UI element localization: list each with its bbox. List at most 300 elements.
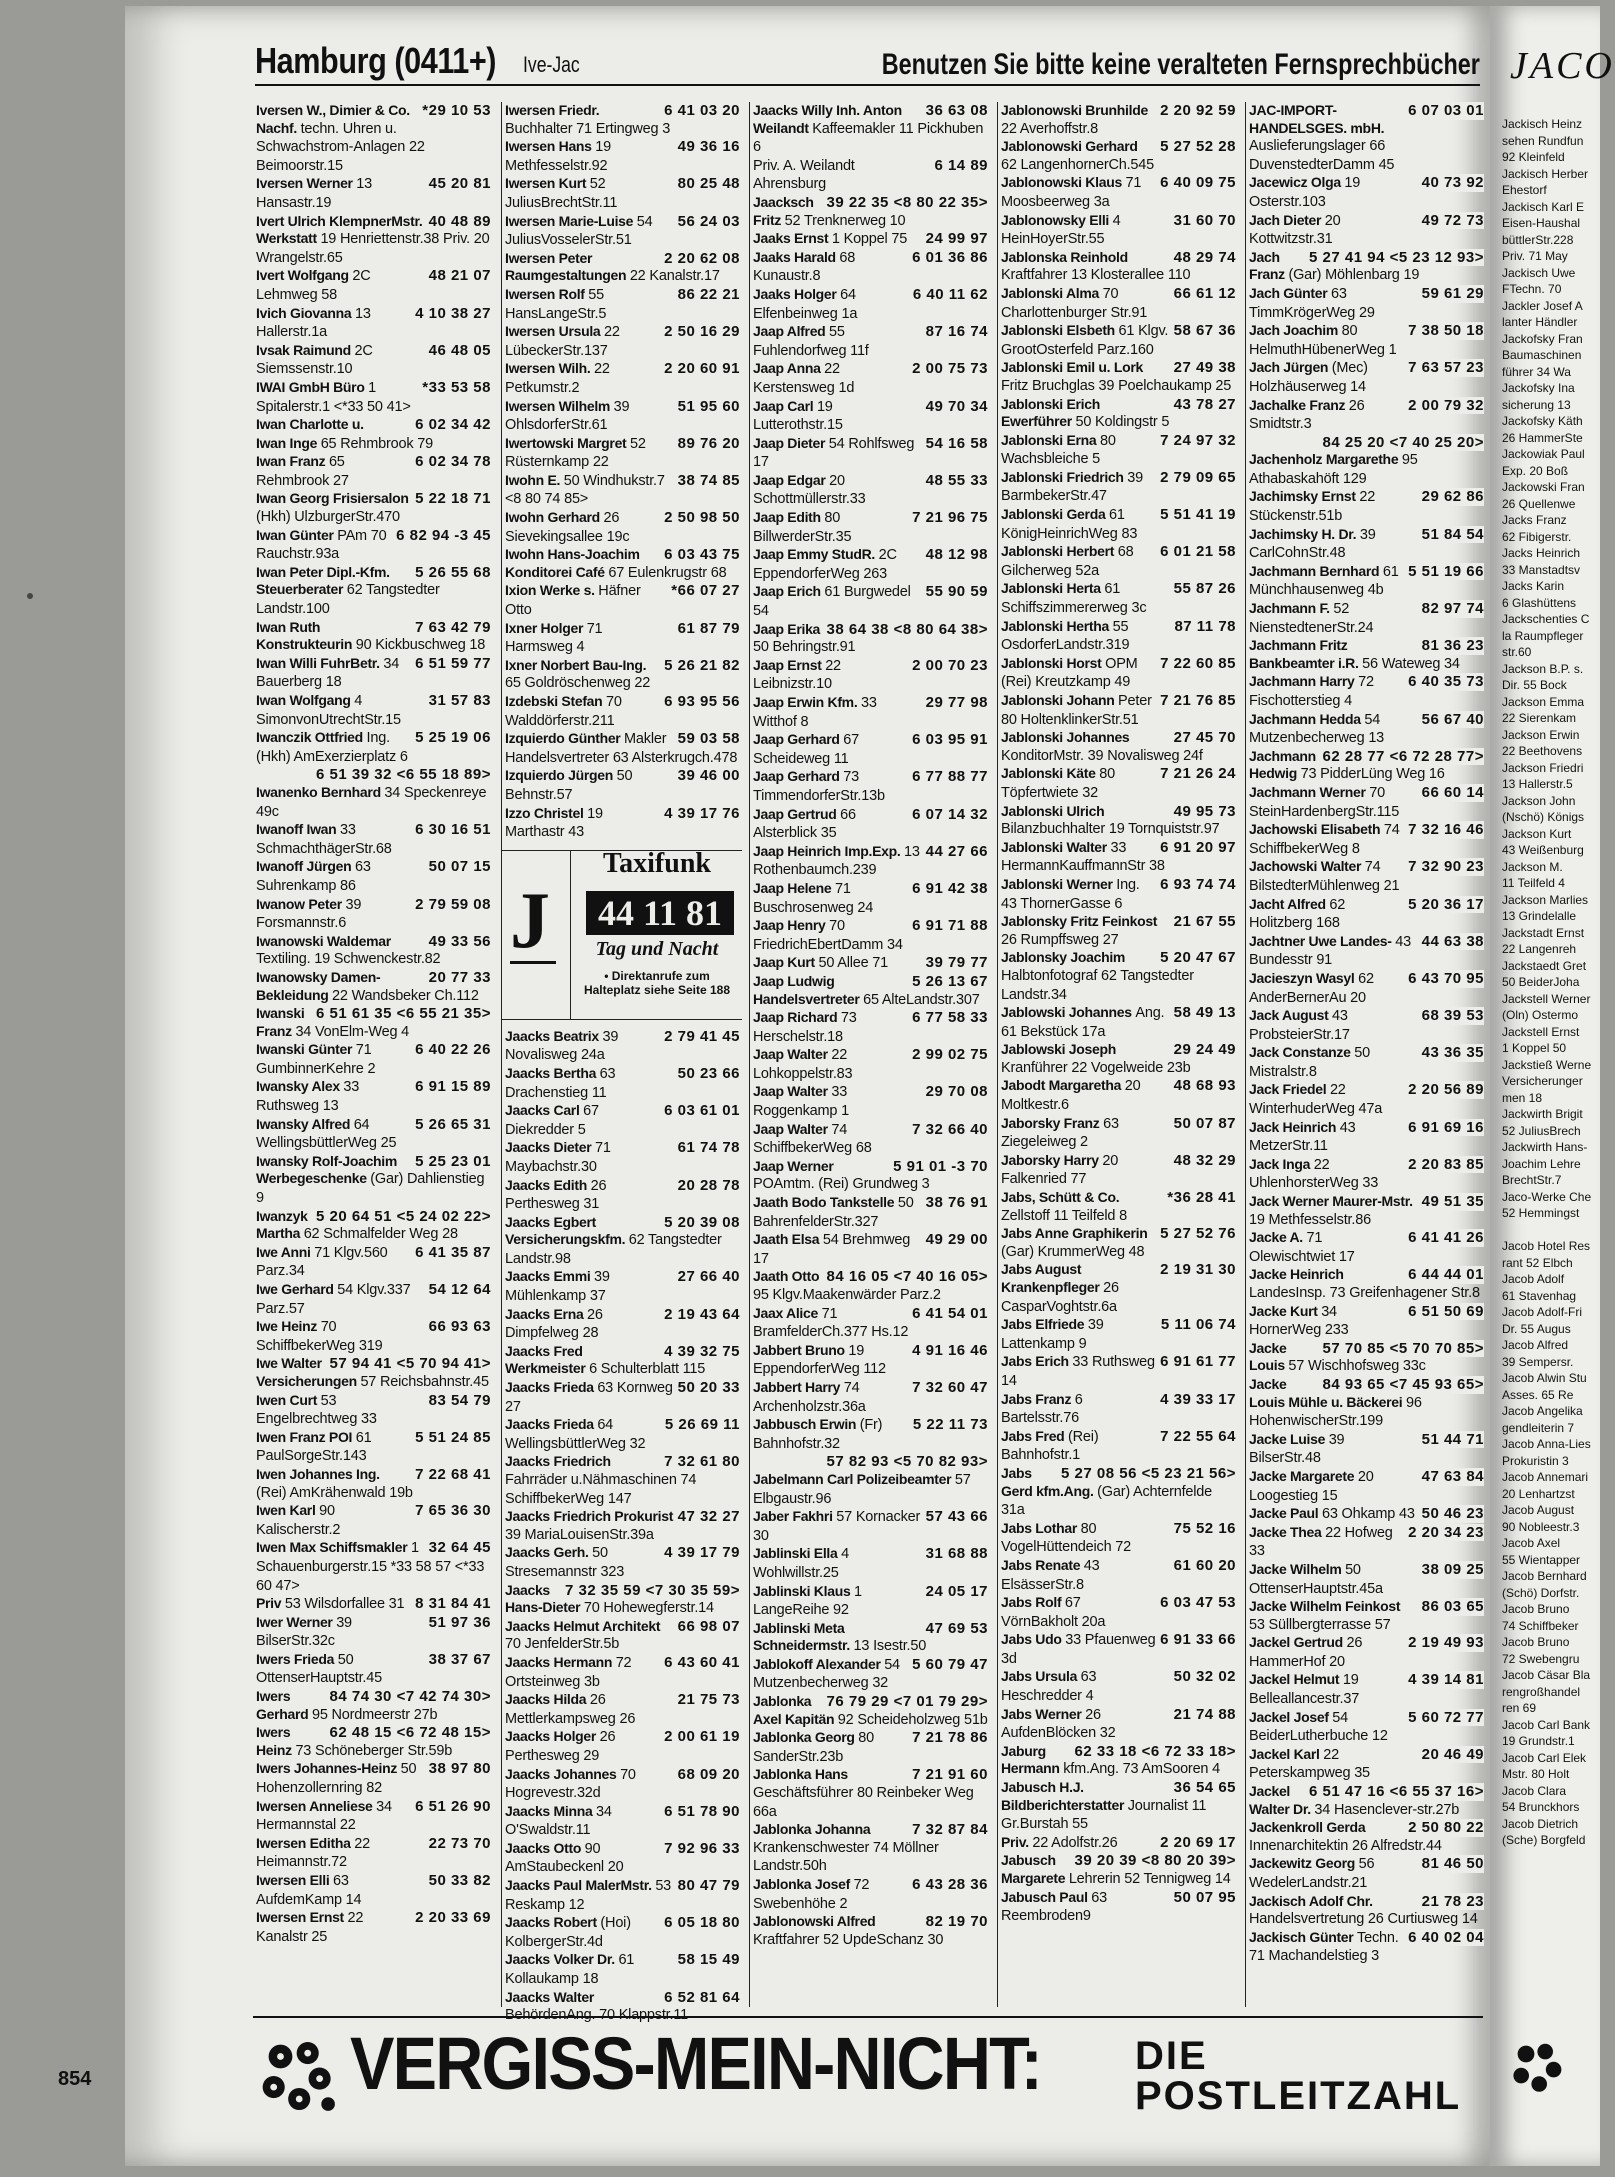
directory-entry bbox=[750, 509, 990, 546]
entry-name: Jaacks Otto bbox=[505, 1839, 585, 1856]
entry-name: Jablonski Herbert bbox=[1001, 543, 1118, 560]
directory-entry bbox=[502, 546, 742, 582]
entry-address: 22 Heimannstr.72 bbox=[256, 1835, 370, 1871]
entry-name: Jablonka Hans bbox=[753, 1766, 848, 1783]
forget-me-not-icon bbox=[255, 2031, 340, 2116]
entry-address: 54 Mutzenbecherweg 32 bbox=[753, 1656, 900, 1692]
entry-address: Krankenschwester 74 Möllner Landstr.50h bbox=[753, 1839, 939, 1875]
entry-phone: 7 65 36 30 bbox=[411, 1502, 491, 1520]
entry-name: Jablonsky Fritz Feinkost bbox=[1001, 913, 1158, 930]
directory-entry bbox=[502, 1766, 742, 1803]
entry-address: 50 Allee 71 bbox=[818, 955, 889, 972]
entry-phone: 55 90 59 bbox=[922, 583, 988, 601]
directory-entry bbox=[502, 1691, 742, 1728]
entry-phone: 5 20 64 51 <5 24 02 22> bbox=[312, 1208, 491, 1226]
entry-address: 22 Peterskampweg 35 bbox=[1249, 1746, 1370, 1782]
right-page-line: 62 Fibigerstr. bbox=[1502, 529, 1572, 544]
entry-phone: 5 91 01 -3 70 bbox=[889, 1158, 988, 1176]
entry-address: 26 Perthesweg 31 bbox=[505, 1177, 607, 1213]
entry-address: 22 Wandsbeker Ch.112 bbox=[332, 987, 479, 1004]
entry-name: Jaacks Fred Werkmeister bbox=[505, 1342, 590, 1377]
entry-address: 95 Klgv.Maakenwärder Parz.2 bbox=[753, 1287, 941, 1303]
entry-address: 61 Münchhausenweg 4b bbox=[1249, 563, 1399, 599]
entry-name: Iwersen Wilh. bbox=[505, 360, 595, 377]
directory-entry bbox=[998, 1668, 1238, 1705]
ad-subtitle: Tag und Nacht bbox=[595, 937, 719, 960]
right-page-line: 13 Grindelalle bbox=[1502, 909, 1577, 923]
directory-entry bbox=[750, 102, 990, 157]
right-page-line: Jacob Adolf-Fri bbox=[1502, 1305, 1583, 1319]
right-page-line: Jackofsky Ina bbox=[1502, 381, 1575, 395]
directory-entry bbox=[750, 230, 990, 249]
directory-entry bbox=[1246, 1783, 1486, 1819]
entry-phone: 29 62 86 bbox=[1418, 488, 1484, 506]
right-page-line: sicherung 13 bbox=[1502, 397, 1571, 412]
directory-entry bbox=[750, 1583, 990, 1620]
entry-phone: 6 05 18 80 bbox=[660, 1914, 740, 1932]
entry-phone: 54 16 58 bbox=[922, 435, 988, 453]
entry-address: 61 Klgv. GrootOsterfeld Parz.160 bbox=[1001, 323, 1169, 358]
entry-address: 71 Klgv.560 Parz.34 bbox=[256, 1244, 388, 1280]
entry-phone: 40 73 92 bbox=[1418, 174, 1484, 192]
entry-phone: 49 36 16 bbox=[674, 138, 740, 156]
right-page-line: Jackwirth Brigit bbox=[1502, 1107, 1583, 1121]
entry-address: 22 WinterhuderWeg 47a bbox=[1249, 1082, 1383, 1118]
directory-entry bbox=[253, 1208, 493, 1244]
entry-name: Priv. bbox=[1001, 1833, 1033, 1850]
entry-address: 62 Tangstedter Landstr.98 bbox=[505, 1232, 722, 1267]
entry-phone: 2 19 43 64 bbox=[660, 1306, 740, 1324]
directory-entry bbox=[253, 1005, 493, 1041]
entry-phone: 6 51 50 69 bbox=[1404, 1303, 1484, 1321]
directory-entry bbox=[502, 1139, 742, 1176]
entry-address: kfm.Ang. 73 AmSooren 4 bbox=[1063, 1761, 1220, 1778]
entry-address: Innenarchitektin 26 Alfredstr.44 bbox=[1249, 1837, 1442, 1854]
entry-name: Jablonowsky Elli bbox=[1001, 211, 1113, 228]
right-page-line: Jacob Carl Bank bbox=[1502, 1717, 1591, 1732]
entry-name: Iwe Heinz bbox=[256, 1318, 321, 1335]
entry-address: 55 OsdorferLandstr.319 bbox=[1001, 618, 1130, 654]
entry-phone: 47 69 53 bbox=[922, 1620, 988, 1638]
directory-entry bbox=[998, 913, 1238, 949]
entry-address: 62 Tangstedter Landstr.100 bbox=[256, 582, 440, 618]
entry-name: Jachmann Harry bbox=[1249, 673, 1359, 690]
right-page-line: 11 Teilfeld 4 bbox=[1502, 876, 1565, 890]
entry-name: Jaacks Willy Inh. Anton Weilandt bbox=[753, 102, 902, 136]
right-page-line: Jackisch Uwe bbox=[1502, 265, 1576, 280]
entry-address: 13 Isestr.50 bbox=[853, 1638, 927, 1655]
entry-phone: 5 26 69 11 bbox=[661, 1416, 740, 1434]
right-page-line: Jackstaedt Gret bbox=[1502, 958, 1587, 973]
entry-address: 19 Methfesselstr.86 bbox=[1249, 1211, 1371, 1228]
entry-address: Buchhalter 71 Ertingweg 3 bbox=[505, 120, 671, 137]
entry-name: Priv bbox=[256, 1595, 285, 1612]
directory-entry bbox=[1246, 1634, 1486, 1671]
directory-entry bbox=[253, 1116, 493, 1153]
right-page-line: (Sche) Borgfeld bbox=[1502, 1833, 1586, 1847]
directory-entry bbox=[502, 175, 742, 212]
entry-name: Jabs Erich bbox=[1001, 1353, 1073, 1370]
right-page-line: Jackson Friedri bbox=[1502, 760, 1584, 775]
entry-address: 19 Marthastr 43 bbox=[505, 805, 603, 841]
entry-phone: 5 60 79 47 bbox=[908, 1656, 988, 1674]
entry-name: Jablonowski Klaus bbox=[1001, 174, 1126, 191]
directory-entry bbox=[502, 1877, 742, 1914]
entry-name: Jaacks Volker Dr. bbox=[505, 1951, 619, 1968]
entry-phone: 50 20 33 bbox=[674, 1379, 740, 1397]
directory-entry bbox=[253, 933, 493, 969]
entry-address: OPM (Rei) Kreutzkamp 49 bbox=[1001, 655, 1138, 691]
entry-address: 19 Osterstr.103 bbox=[1249, 175, 1361, 210]
entry-phone: 5 26 65 31 bbox=[411, 1116, 491, 1134]
entry-name: Jach Günter bbox=[1249, 284, 1331, 301]
entry-address: 72 Ortsteinweg 3b bbox=[505, 1654, 632, 1690]
right-page-line: 22 Sierenkam bbox=[1502, 711, 1577, 725]
entry-address: 74 BilstedterMühlenweg 21 bbox=[1249, 859, 1400, 894]
entry-address: 80 Wachsbleiche 5 bbox=[1001, 432, 1116, 468]
directory-entry bbox=[253, 729, 493, 766]
forget-me-not-icon bbox=[1508, 2036, 1568, 2096]
entry-name: Iwers Gerhard bbox=[256, 1688, 312, 1722]
entry-phone: 50 32 02 bbox=[1170, 1668, 1236, 1686]
directory-entry bbox=[750, 973, 990, 1009]
directory-entry bbox=[253, 1153, 493, 1208]
entry-address: 2C EppendorferWeg 263 bbox=[753, 547, 897, 582]
directory-entry bbox=[750, 286, 990, 323]
directory-entry bbox=[750, 954, 990, 973]
directory-entry bbox=[1246, 526, 1486, 563]
entry-address: 53 Reskamp 12 bbox=[505, 1878, 672, 1913]
entry-address: 26 Mettlerkampsweg 26 bbox=[505, 1692, 636, 1727]
entry-address: 55 Fuhlendorfweg 11f bbox=[753, 324, 869, 359]
entry-phone: 6 41 03 20 bbox=[660, 102, 740, 120]
entry-name: Iwers Johannes-Heinz bbox=[256, 1760, 401, 1777]
entry-phone: 38 09 25 bbox=[1418, 1561, 1484, 1579]
entry-name: Iversen W., Dimier & Co. Nachf. bbox=[256, 102, 410, 136]
entry-address: 56 WedelerLandstr.21 bbox=[1249, 1856, 1375, 1891]
entry-name: Jabs August Krankenpfleger bbox=[1001, 1261, 1104, 1295]
entry-name: Jaacks Frieda bbox=[505, 1379, 598, 1396]
entry-phone: 66 61 12 bbox=[1170, 285, 1236, 303]
directory-entry bbox=[502, 657, 742, 693]
directory-entry bbox=[998, 212, 1238, 249]
entry-phone: 59 03 58 bbox=[674, 730, 740, 748]
entry-phone: 84 93 65 <7 45 93 65> bbox=[1319, 1376, 1484, 1394]
right-page-line: Baumaschinen bbox=[1502, 348, 1582, 362]
directory-entry bbox=[1246, 563, 1486, 600]
entry-address: 70 FriedrichEbertDamm 34 bbox=[753, 918, 903, 953]
entry-address: 90 AmStaubeckenl 20 bbox=[505, 1840, 624, 1876]
entry-address: 80 SanderStr.23b bbox=[753, 1730, 874, 1765]
entry-address: 70 JenfelderStr.5b bbox=[505, 1636, 620, 1653]
right-page-line: Jackisch Herber bbox=[1502, 166, 1589, 181]
directory-entry bbox=[998, 839, 1238, 876]
entry-address: 34 Hermannstal 22 bbox=[256, 1798, 392, 1834]
right-page-line: Jackson M. bbox=[1502, 859, 1563, 874]
entry-name: Jackisch Adolf Chr. bbox=[1249, 1892, 1373, 1909]
entry-phone: 5 27 08 56 <5 23 21 56> bbox=[1057, 1465, 1236, 1483]
directory-entry bbox=[1246, 1598, 1486, 1634]
directory-entry bbox=[502, 1654, 742, 1691]
entry-name: Jaacks Holger bbox=[505, 1728, 600, 1745]
entry-phone: 7 92 96 33 bbox=[660, 1840, 740, 1858]
entry-phone: 7 22 60 85 bbox=[1156, 655, 1236, 673]
directory-entry bbox=[253, 305, 493, 342]
entry-phone: 5 22 18 71 bbox=[411, 490, 491, 508]
directory-entry bbox=[750, 1416, 990, 1453]
entry-phone: 2 79 09 65 bbox=[1156, 469, 1236, 487]
entry-address: 50 OttenserHauptstr.45 bbox=[256, 1651, 382, 1687]
right-page-line: Ehestorf bbox=[1502, 183, 1547, 197]
entry-name: Jach Joachim bbox=[1249, 322, 1342, 339]
entry-phone: 5 51 41 19 bbox=[1156, 506, 1236, 524]
right-page-line: Jacks Franz bbox=[1502, 513, 1567, 527]
entry-name: Jachmann F. bbox=[1249, 600, 1334, 617]
taxifunk-ad bbox=[502, 847, 742, 1020]
directory-entry bbox=[750, 472, 990, 509]
entry-phone: 2 20 33 69 bbox=[411, 1909, 491, 1927]
entry-address: 20 Moltkestr.6 bbox=[1001, 1078, 1141, 1114]
right-page-line: Jacks Heinrich bbox=[1502, 546, 1581, 560]
directory-entry bbox=[998, 1353, 1238, 1390]
entry-phone: 6 91 42 38 bbox=[908, 880, 988, 898]
entry-phone: 6 07 14 32 bbox=[908, 806, 988, 824]
entry-address: (Hkh) UlzburgerStr.470 bbox=[256, 509, 400, 526]
entry-name: Jack August bbox=[1249, 1007, 1333, 1024]
header-city: Hamburg (0411+) bbox=[255, 40, 497, 81]
entry-name: Jaacks Carl bbox=[505, 1102, 584, 1119]
entry-phone: 2 50 98 50 bbox=[660, 509, 740, 527]
entry-name: Jablonski Käte bbox=[1001, 765, 1100, 782]
directory-entry bbox=[502, 1268, 742, 1305]
entry-address: 50 BahrenfelderStr.327 bbox=[753, 1195, 914, 1230]
directory-entry bbox=[1246, 1929, 1486, 1966]
entry-address: 72 Fischotterstieg 4 bbox=[1249, 674, 1374, 709]
entry-name: Iwersen Wilhelm bbox=[505, 397, 614, 414]
entry-name: Jaacks Edith bbox=[505, 1176, 591, 1193]
directory-entry bbox=[1246, 322, 1486, 359]
entry-phone: 22 73 70 bbox=[425, 1835, 491, 1853]
entry-address: Auslieferungslager 66 DuvenstedterDamm 45 bbox=[1249, 138, 1395, 173]
right-page-line: 72 Swebengru bbox=[1502, 1651, 1580, 1666]
listing-column-4 bbox=[997, 102, 1238, 2007]
right-page-line: 92 Kleinfeld bbox=[1502, 150, 1565, 164]
directory-entry bbox=[750, 1379, 990, 1416]
directory-entry bbox=[1246, 1855, 1486, 1892]
entry-address: 22 Hofweg 33 bbox=[1249, 1524, 1393, 1560]
entry-address: Makler Handelsvertreter 63 Alsterkrugch.478 bbox=[505, 731, 738, 766]
entry-address: Halbtonfotograf 62 Tangstedter Landstr.34 bbox=[1001, 967, 1194, 1003]
entry-address: Textiling. 19 Schwenckestr.82 bbox=[256, 951, 441, 968]
entry-address: 53 Engelbrechtweg 33 bbox=[256, 1392, 377, 1428]
entry-phone: 31 57 83 bbox=[425, 692, 491, 710]
entry-phone: 27 49 38 bbox=[1170, 359, 1236, 377]
entry-phone: 6 91 20 97 bbox=[1156, 839, 1236, 857]
entry-name: Jaap Erwin Kfm. bbox=[753, 694, 862, 710]
right-page-line: Asses. 65 Re bbox=[1502, 1387, 1574, 1402]
directory-entry bbox=[502, 1840, 742, 1877]
entry-phone: 36 54 65 bbox=[1170, 1779, 1236, 1797]
right-page-line: BrechtStr.7 bbox=[1502, 1173, 1562, 1187]
entry-address: 56 Wateweg 34 bbox=[1362, 655, 1460, 672]
entry-address: 71 Harmsweg 4 bbox=[505, 620, 603, 656]
directory-entry bbox=[1246, 1431, 1486, 1468]
entry-name: Jabs Renate bbox=[1001, 1556, 1084, 1573]
right-page-line: men 18 bbox=[1502, 1090, 1543, 1105]
entry-name: Jaacks Hans-Dieter bbox=[505, 1581, 584, 1616]
entry-name: Jaacks Minna bbox=[505, 1802, 597, 1819]
entry-name: Iwertowski Margret bbox=[505, 434, 631, 451]
entry-address: 39 BilserStr.48 bbox=[1249, 1431, 1345, 1467]
entry-phone: 6 77 58 33 bbox=[908, 1009, 988, 1027]
entry-address: 67 Diekredder 5 bbox=[505, 1103, 599, 1138]
entry-address: Techn. 71 Machandelstieg 3 bbox=[1249, 1929, 1399, 1965]
entry-name: Jaap Gerhard bbox=[753, 731, 844, 748]
entry-address: 26 Dimpfelweg 28 bbox=[505, 1306, 603, 1342]
entry-phone: 6 07 03 01 bbox=[1404, 102, 1484, 120]
entry-phone: 6 03 47 53 bbox=[1156, 1594, 1236, 1612]
directory-entry bbox=[253, 267, 493, 304]
entry-name: Iwohn Gerhard bbox=[505, 509, 604, 526]
entry-phone: 51 44 71 bbox=[1418, 1431, 1484, 1449]
directory-entry bbox=[1246, 285, 1486, 322]
entry-phone: 7 21 76 85 bbox=[1156, 692, 1236, 710]
directory-entry bbox=[998, 1041, 1238, 1077]
entry-phone: 5 25 23 01 bbox=[411, 1153, 491, 1171]
entry-phone: 5 26 13 67 bbox=[908, 973, 988, 991]
right-page-line: Jacob Anna-Lies bbox=[1502, 1437, 1591, 1451]
listing-column-1 bbox=[253, 102, 493, 2007]
directory-entry bbox=[998, 285, 1238, 322]
entry-phone: 6 02 34 42 bbox=[411, 416, 491, 434]
entry-name: Iwansky Alfred bbox=[256, 1115, 354, 1132]
entry-phone: 21 74 88 bbox=[1170, 1706, 1236, 1724]
entry-name: Jacke Heinrich bbox=[1249, 1266, 1344, 1283]
directory-entry bbox=[1246, 434, 1486, 489]
entry-phone: 39 20 39 <8 80 20 39> bbox=[1071, 1852, 1236, 1870]
entry-address: 53 Süllbergterrasse 57 bbox=[1249, 1616, 1391, 1633]
entry-phone: 47 32 27 bbox=[674, 1508, 740, 1526]
entry-name: Iwersen Marie-Luise bbox=[505, 212, 637, 229]
entry-phone: 54 12 64 bbox=[425, 1281, 491, 1299]
entry-phone: 2 20 69 17 bbox=[1156, 1834, 1236, 1852]
entry-name: Iwan Günter bbox=[256, 526, 338, 543]
entry-address: 22 Averhoffstr.8 bbox=[1001, 120, 1099, 137]
entry-address: 26 AufdenBlöcken 32 bbox=[1001, 1706, 1116, 1742]
entry-address: 63 Suhrenkamp 86 bbox=[256, 859, 371, 894]
directory-entry bbox=[750, 1876, 990, 1913]
entry-phone: 2 20 56 89 bbox=[1404, 1081, 1484, 1099]
directory-entry bbox=[253, 1502, 493, 1539]
directory-entry bbox=[750, 1231, 990, 1268]
entry-address: 63 Drachenstieg 11 bbox=[505, 1065, 616, 1101]
entry-address: 73 Herschelstr.18 bbox=[753, 1010, 857, 1045]
directory-entry bbox=[1246, 1709, 1486, 1746]
directory-entry bbox=[998, 469, 1238, 506]
entry-phone: 6 91 33 66 bbox=[1156, 1631, 1236, 1649]
entry-name: Jaacks Gerh. bbox=[505, 1544, 593, 1561]
directory-entry bbox=[750, 1453, 990, 1508]
right-page-line: Jackisch Heinz bbox=[1502, 117, 1583, 131]
directory-entry bbox=[750, 657, 990, 694]
entry-address: 68 Gilcherweg 52a bbox=[1001, 544, 1134, 579]
entry-phone: 6 43 60 41 bbox=[660, 1654, 740, 1672]
directory-entry bbox=[750, 1083, 990, 1120]
entry-phone: 76 79 29 <7 01 79 29> bbox=[823, 1693, 988, 1711]
entry-phone: 68 39 53 bbox=[1418, 1007, 1484, 1025]
directory-entry bbox=[502, 1582, 742, 1618]
directory-entry bbox=[253, 655, 493, 692]
directory-entry bbox=[253, 490, 493, 526]
entry-address: 64 WellingsbüttlerWeg 32 bbox=[505, 1417, 646, 1452]
entry-name: Iwanow Peter bbox=[256, 895, 346, 912]
entry-name: Jablonowski Alfred bbox=[753, 1913, 876, 1930]
entry-phone: 4 39 17 79 bbox=[660, 1544, 740, 1562]
entry-address: 39 CarlCohnStr.48 bbox=[1249, 526, 1376, 562]
entry-phone: 82 19 70 bbox=[922, 1913, 988, 1931]
directory-entry bbox=[998, 729, 1238, 765]
directory-entry bbox=[1246, 1468, 1486, 1505]
entry-phone: 2 20 34 23 bbox=[1404, 1524, 1484, 1542]
entry-name: Iwan Willi FuhrBetr. bbox=[256, 654, 384, 671]
entry-phone: 49 95 73 bbox=[1170, 803, 1236, 821]
right-page-line: Jacob Cäsar Bla bbox=[1502, 1668, 1591, 1682]
right-page-line: Jackstell Werner bbox=[1502, 991, 1591, 1006]
section-letter: J bbox=[510, 881, 556, 964]
directory-entry bbox=[253, 1651, 493, 1688]
right-page-line: Jacob Dietrich bbox=[1502, 1816, 1579, 1831]
page-number: 854 bbox=[58, 2068, 92, 2090]
entry-phone: 5 60 72 77 bbox=[1404, 1709, 1484, 1727]
entry-address: 19 Methfesselstr.92 bbox=[505, 139, 611, 174]
entry-phone: 8 31 84 41 bbox=[411, 1595, 491, 1613]
entry-address: 90 Kalischerstr.2 bbox=[256, 1503, 341, 1538]
entry-name: Jaacks Robert bbox=[505, 1914, 601, 1931]
directory-entry bbox=[1246, 821, 1486, 858]
directory-entry bbox=[750, 1620, 990, 1656]
right-page-line: la Raumpfleger bbox=[1502, 628, 1584, 643]
directory-entry bbox=[750, 1121, 990, 1158]
directory-entry bbox=[1246, 711, 1486, 748]
entry-name: Jablinski Meta Schneidermstr. bbox=[753, 1619, 854, 1654]
entry-name: Jabbert Harry bbox=[753, 1378, 844, 1395]
directory-entry bbox=[502, 1214, 742, 1269]
entry-address: Fahrräder u.Nähmaschinen 74 SchiffbekerWeg 147 bbox=[505, 1472, 697, 1507]
directory-entry bbox=[750, 249, 990, 286]
listing-columns bbox=[253, 102, 1485, 2024]
entry-phone: 21 67 55 bbox=[1170, 913, 1236, 931]
entry-name: Jackel Walter Dr. bbox=[1249, 1783, 1315, 1817]
right-page-line: (Schö) Dorfstr. bbox=[1502, 1585, 1580, 1600]
directory-entry bbox=[1246, 1044, 1486, 1081]
right-page-line: Jacob Hotel Res bbox=[1502, 1239, 1591, 1253]
directory-entry bbox=[502, 1379, 742, 1416]
entry-address: 13 Hallerstr.1a bbox=[256, 305, 371, 341]
entry-name: Jabs Werner bbox=[1001, 1705, 1086, 1722]
entry-address: 95 Nordmeerstr 27b bbox=[311, 1706, 438, 1723]
entry-phone: 66 93 63 bbox=[425, 1318, 491, 1336]
entry-address: 70 SchiffbekerWeg 319 bbox=[256, 1319, 383, 1354]
entry-name: Jaburg Hermann bbox=[1001, 1742, 1064, 1777]
entry-address: 13 Rothenbaumch.239 bbox=[753, 843, 920, 879]
entry-phone: 6 43 28 36 bbox=[908, 1876, 988, 1894]
entry-address: Journalist 11 Gr.Burstah 55 bbox=[1001, 1797, 1207, 1833]
entry-address: POAmtm. (Rei) Grundweg 3 bbox=[753, 1176, 930, 1193]
entry-address: Fritz Bruchglas 39 Poelchaukamp 25 bbox=[1001, 377, 1232, 394]
entry-name: Jacke Thea bbox=[1249, 1523, 1326, 1540]
entry-phone: 7 32 61 80 bbox=[660, 1453, 740, 1471]
entry-address: PAm 70 Rauchstr.93a bbox=[256, 527, 387, 563]
